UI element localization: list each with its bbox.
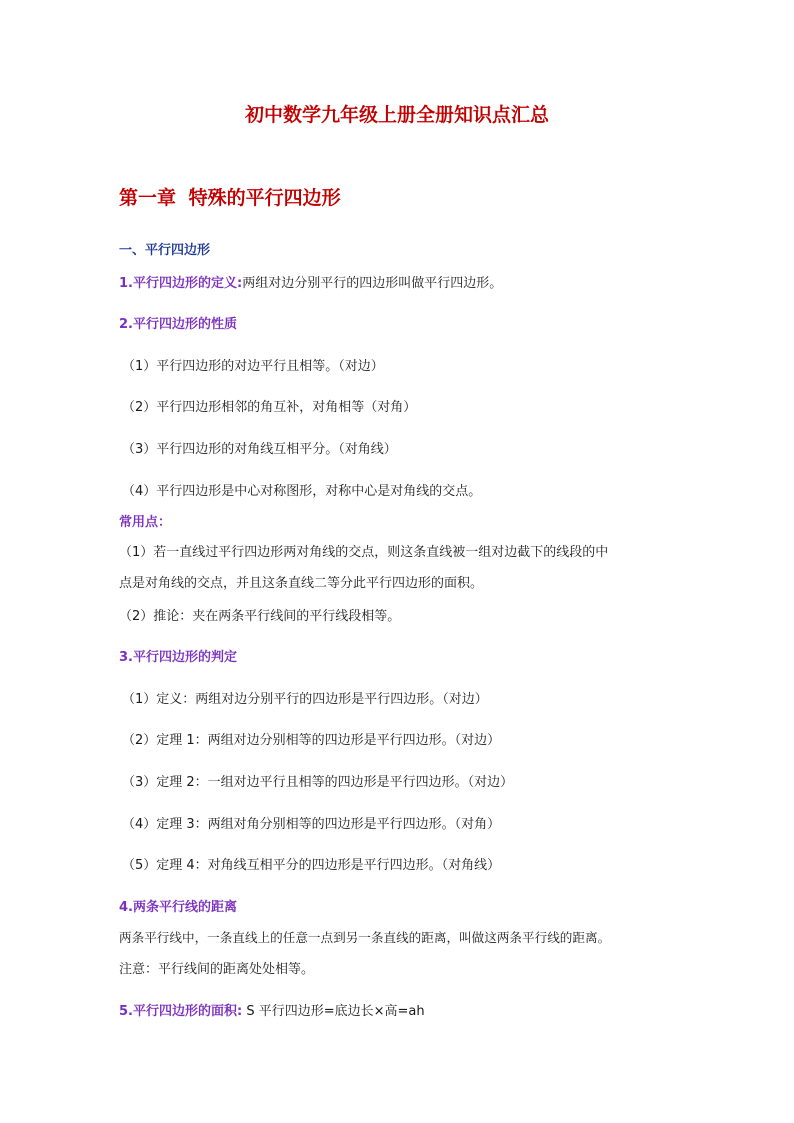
document-title: 初中数学九年级上册全册知识点汇总 — [244, 104, 549, 126]
property-item-3: （3）平行四边形的对角线互相平分。（对角线） — [122, 442, 397, 457]
criteria-item-1: （1）定义：两组对边分别平行的四边形是平行四边形。（对边） — [122, 692, 488, 707]
distance-note: 注意：平行线间的距离处处相等。 — [119, 962, 315, 977]
property-item-4: （4）平行四边形是中心对称图形，对称中心是对角线的交点。 — [122, 484, 482, 499]
common-points-heading: 常用点： — [119, 515, 172, 530]
definition-label: 1.平行四边形的定义: — [119, 276, 243, 291]
criteria-item-3: （3）定理 2：一组对边平行且相等的四边形是平行四边形。（对边） — [122, 775, 514, 790]
distance-heading: 4.两条平行线的距离 — [119, 900, 237, 915]
definition-text: 两组对边分别平行的四边形叫做平行四边形。 — [242, 276, 503, 291]
criteria-item-4: （4）定理 3：两组对角分别相等的四边形是平行四边形。（对角） — [122, 817, 501, 832]
chapter-heading: 第一章 特殊的平行四边形 — [119, 187, 341, 209]
properties-heading: 2.平行四边形的性质 — [119, 317, 237, 332]
common-point-2: （2）推论：夹在两条平行线间的平行线段相等。 — [119, 609, 401, 624]
area-formula: S 平行四边形=底边长×高=ah — [242, 1004, 425, 1019]
criteria-item-5: （5）定理 4：对角线互相平分的四边形是平行四边形。（对角线） — [122, 858, 501, 873]
property-item-2: （2）平行四边形相邻的角互补，对角相等（对角） — [122, 400, 417, 415]
criteria-heading: 3.平行四边形的判定 — [119, 650, 237, 665]
area-paragraph — [119, 1005, 425, 1018]
common-point-1-line-1: （1）若一直线过平行四边形两对角线的交点，则这条直线被一组对边截下的线段的中 — [119, 545, 609, 560]
criteria-item-2: （2）定理 1：两组对边分别相等的四边形是平行四边形。（对边） — [122, 733, 501, 748]
section-heading: 一、平行四边形 — [119, 243, 211, 258]
property-item-1: （1）平行四边形的对边平行且相等。（对边） — [122, 359, 384, 374]
area-label: 5.平行四边形的面积: — [119, 1004, 243, 1019]
definition-paragraph — [119, 277, 502, 290]
common-point-1-line-2: 点是对角线的交点，并且这条直线二等分此平行四边形的面积。 — [119, 576, 484, 591]
distance-definition: 两条平行线中，一条直线上的任意一点到另一条直线的距离，叫做这两条平行线的距离。 — [119, 930, 611, 945]
